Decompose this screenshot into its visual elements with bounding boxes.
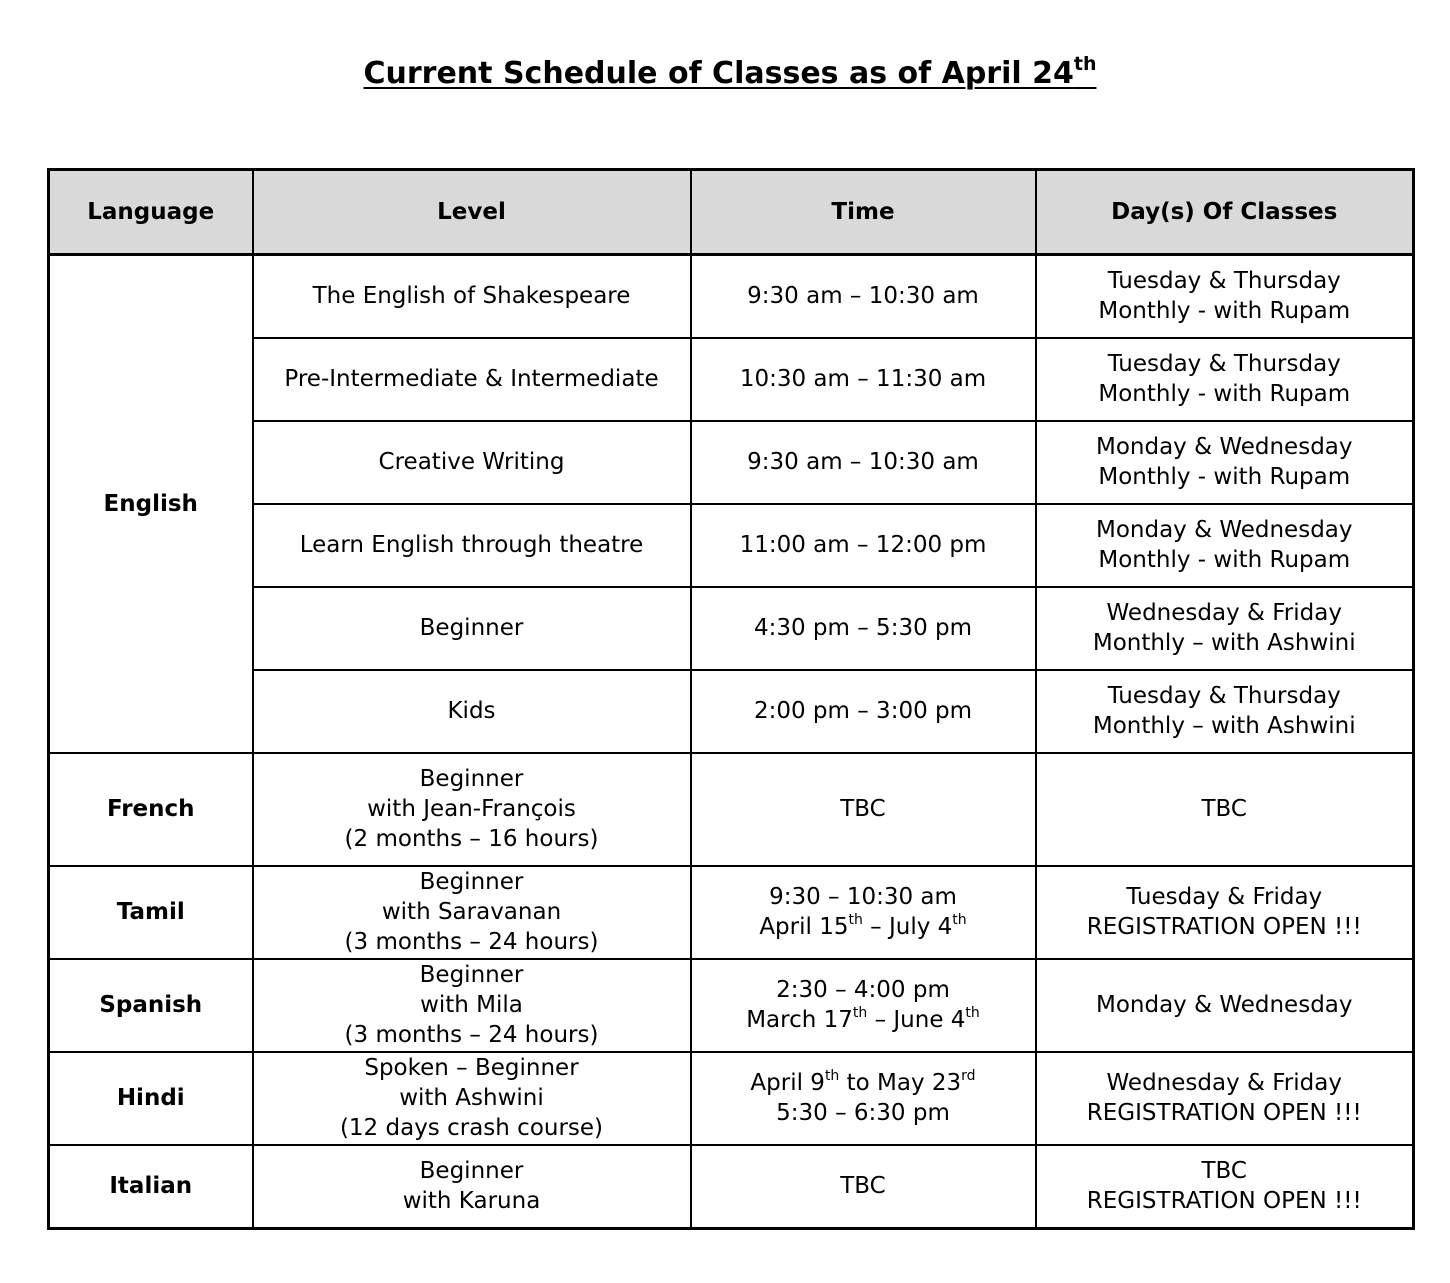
level-line: (2 months – 16 hours) [344,826,599,852]
days-line: Wednesday & Friday [1106,1070,1342,1096]
date-text: – July 4 [862,914,953,940]
date-sup: th [952,912,967,928]
level-cell [253,1145,691,1229]
date-sup: th [965,1005,980,1021]
time-cell: TBC [691,753,1036,866]
days-line: Tuesday & Thursday [1107,683,1341,709]
days-line: Monthly – with Ashwini [1092,630,1356,656]
level-line: Spoken – Beginner [364,1055,579,1081]
schedule-table [47,168,1415,1230]
language-hindi: Hindi [49,1052,253,1145]
date-text: – June 4 [867,1007,966,1033]
level-cell: The English of Shakespeare [253,255,691,338]
time-line [698,1068,1029,1098]
time-line [698,1005,1029,1035]
table-row [49,338,1414,421]
days-line: Monthly – with Ashwini [1092,713,1356,739]
header-days: Day(s) Of Classes [1036,170,1414,255]
level-cell: Learn English through theatre [253,504,691,587]
time-line: 5:30 – 6:30 pm [776,1100,950,1126]
table-row [49,1145,1414,1229]
days-line: REGISTRATION OPEN !!! [1086,914,1362,940]
days-line: REGISTRATION OPEN !!! [1086,1100,1362,1126]
language-english: English [49,255,253,753]
time-line: 2:30 – 4:00 pm [776,977,950,1003]
table-row [49,1052,1414,1145]
level-cell [253,959,691,1052]
header-language: Language [49,170,253,255]
header-level: Level [253,170,691,255]
level-cell [253,1052,691,1145]
days-cell: Monday & Wednesday [1036,959,1414,1052]
days-cell [1036,504,1414,587]
level-line: with Ashwini [399,1085,544,1111]
date-text: April 15 [759,914,849,940]
level-cell: Kids [253,670,691,753]
level-line: Beginner [419,869,524,895]
days-line: Tuesday & Thursday [1107,268,1341,295]
table-row [49,504,1414,587]
time-cell: 9:30 am – 10:30 am [691,255,1036,338]
date-text: to May 23 [839,1070,962,1096]
time-line [698,912,1029,942]
days-cell [1036,670,1414,753]
days-line: REGISTRATION OPEN !!! [1086,1188,1362,1215]
days-line: Tuesday & Friday [1126,884,1323,910]
days-line: TBC [1201,1158,1247,1185]
level-cell: Creative Writing [253,421,691,504]
time-cell: 2:00 pm – 3:00 pm [691,670,1036,753]
date-sup: rd [961,1068,976,1084]
table-row [49,587,1414,670]
days-line: Monday & Wednesday [1095,517,1353,543]
date-text: March 17 [746,1007,853,1033]
time-cell: 10:30 am – 11:30 am [691,338,1036,421]
table-row [49,753,1414,866]
level-cell: Pre-Intermediate & Intermediate [253,338,691,421]
language-spanish: Spanish [49,959,253,1052]
days-line: Tuesday & Thursday [1107,351,1341,377]
level-line: with Karuna [402,1188,541,1215]
level-line: (3 months – 24 hours) [344,929,599,955]
time-cell: 11:00 am – 12:00 pm [691,504,1036,587]
days-line: Monthly - with Rupam [1098,298,1351,325]
language-italian: Italian [49,1145,253,1229]
level-line: Beginner [419,1158,524,1185]
table-header-row [49,170,1414,255]
level-line: Beginner [419,766,524,792]
time-cell: 4:30 pm – 5:30 pm [691,587,1036,670]
level-line: Beginner [419,962,524,988]
table-row [49,866,1414,959]
level-line: with Mila [420,992,523,1018]
days-cell: TBC [1036,753,1414,866]
days-cell [1036,1052,1414,1145]
time-cell [691,866,1036,959]
level-cell: Beginner [253,587,691,670]
days-cell [1036,338,1414,421]
date-sup: th [852,1005,868,1021]
level-line: with Jean-François [367,796,576,822]
page-title-text: Current Schedule of Classes as of April 24 [363,56,1074,91]
language-french: French [49,753,253,866]
days-line: Monthly - with Rupam [1098,464,1351,490]
days-cell [1036,421,1414,504]
page-title-sup: th [1073,53,1097,75]
days-cell [1036,587,1414,670]
date-sup: th [824,1068,840,1084]
days-cell [1036,255,1414,338]
level-cell [253,753,691,866]
date-sup: th [848,912,863,928]
table-row [49,255,1414,338]
table-row [49,670,1414,753]
level-line: (12 days crash course) [339,1115,604,1141]
time-line: 9:30 – 10:30 am [769,884,957,910]
time-cell: TBC [691,1145,1036,1229]
days-line: Monday & Wednesday [1095,434,1353,460]
level-cell [253,866,691,959]
days-cell [1036,1145,1414,1229]
table-row [49,959,1414,1052]
time-cell [691,1052,1036,1145]
language-tamil: Tamil [49,866,253,959]
level-line: with Saravanan [381,899,562,925]
header-time: Time [691,170,1036,255]
days-line: Monthly - with Rupam [1098,381,1351,407]
days-line: Monthly - with Rupam [1098,547,1351,573]
date-text: April 9 [750,1070,825,1096]
days-cell [1036,866,1414,959]
time-cell: 9:30 am – 10:30 am [691,421,1036,504]
time-cell [691,959,1036,1052]
table-row [49,421,1414,504]
level-line: (3 months – 24 hours) [344,1022,599,1048]
page-title [0,53,1450,91]
days-line: Wednesday & Friday [1106,600,1342,626]
